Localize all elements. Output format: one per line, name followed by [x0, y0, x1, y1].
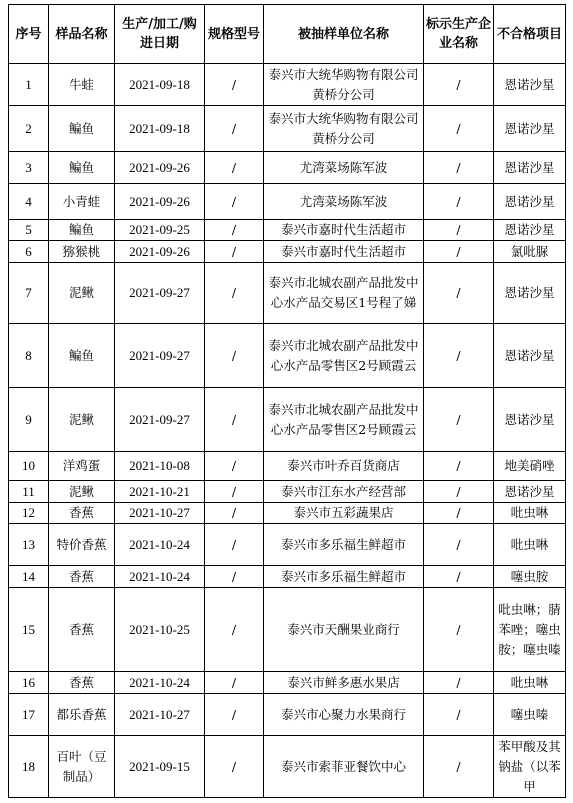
table-row: [9, 220, 566, 241]
cell-item: 苯甲酸及其钠盐（以苯甲: [494, 736, 566, 798]
cell-maker: /: [424, 524, 494, 566]
cell-sample: 泥鳅: [49, 388, 115, 452]
cell-no: 3: [9, 152, 49, 184]
table-row: [9, 588, 566, 672]
cell-item: 恩诺沙星: [494, 263, 566, 324]
cell-sample: 香蕉: [49, 672, 115, 694]
cell-spec: /: [205, 152, 264, 184]
cell-item: 地美硝唑: [494, 452, 566, 481]
table-row: [9, 64, 566, 106]
cell-maker: /: [424, 220, 494, 241]
cell-unit: 泰兴市大统华购物有限公司黄桥分公司: [264, 106, 424, 152]
cell-maker: /: [424, 241, 494, 263]
cell-date: 2021-10-27: [115, 503, 205, 524]
cell-unit: 泰兴市嘉时代生活超市: [264, 220, 424, 241]
cell-item: 吡虫啉: [494, 503, 566, 524]
cell-no: 8: [9, 324, 49, 388]
cell-maker: /: [424, 736, 494, 798]
cell-no: 12: [9, 503, 49, 524]
cell-sample: 鳊鱼: [49, 106, 115, 152]
cell-sample: 洋鸡蛋: [49, 452, 115, 481]
cell-unit: 尤湾菜场陈军波: [264, 152, 424, 184]
cell-item: 恩诺沙星: [494, 481, 566, 503]
cell-item: 氯吡脲: [494, 241, 566, 263]
cell-maker: /: [424, 481, 494, 503]
cell-item: 恩诺沙星: [494, 64, 566, 106]
cell-maker: /: [424, 106, 494, 152]
cell-no: 11: [9, 481, 49, 503]
cell-sample: 泥鳅: [49, 481, 115, 503]
cell-spec: /: [205, 672, 264, 694]
cell-date: 2021-10-24: [115, 672, 205, 694]
cell-unit: 泰兴市五彩蔬果店: [264, 503, 424, 524]
cell-spec: /: [205, 524, 264, 566]
cell-spec: /: [205, 452, 264, 481]
table-row: [9, 452, 566, 481]
cell-item: 恩诺沙星: [494, 388, 566, 452]
cell-unit: 泰兴市北城农副产品批发中心水产品交易区1号程了娣: [264, 263, 424, 324]
cell-maker: /: [424, 152, 494, 184]
cell-no: 7: [9, 263, 49, 324]
cell-maker: /: [424, 324, 494, 388]
cell-sample: 鳊鱼: [49, 324, 115, 388]
table-row: [9, 263, 566, 324]
cell-unit: 泰兴市江东水产经营部: [264, 481, 424, 503]
table-row: [9, 694, 566, 736]
cell-unit: 泰兴市索菲亚餐饮中心: [264, 736, 424, 798]
cell-sample: 猕猴桃: [49, 241, 115, 263]
table-row: [9, 524, 566, 566]
cell-maker: /: [424, 588, 494, 672]
table-row: [9, 503, 566, 524]
cell-no: 9: [9, 388, 49, 452]
cell-item: 吡虫啉: [494, 524, 566, 566]
cell-date: 2021-10-27: [115, 694, 205, 736]
cell-unit: 泰兴市多乐福生鲜超市: [264, 524, 424, 566]
cell-no: 10: [9, 452, 49, 481]
table-row: [9, 481, 566, 503]
cell-maker: /: [424, 694, 494, 736]
cell-item: 吡虫啉；腈苯唑；噻虫胺；噻虫嗪: [494, 588, 566, 672]
table-row: [9, 388, 566, 452]
header-spec: 规格型号: [205, 5, 264, 64]
cell-spec: /: [205, 566, 264, 588]
table-row: [9, 106, 566, 152]
cell-sample: 都乐香蕉: [49, 694, 115, 736]
table-row: [9, 324, 566, 388]
cell-item: 恩诺沙星: [494, 106, 566, 152]
cell-maker: /: [424, 263, 494, 324]
cell-date: 2021-09-18: [115, 64, 205, 106]
cell-unit: 尤湾菜场陈军波: [264, 184, 424, 220]
cell-unit: 泰兴市嘉时代生活超市: [264, 241, 424, 263]
cell-item: 恩诺沙星: [494, 184, 566, 220]
cell-sample: 鳊鱼: [49, 220, 115, 241]
cell-item: 噻虫胺: [494, 566, 566, 588]
cell-spec: /: [205, 388, 264, 452]
cell-sample: 小青蛙: [49, 184, 115, 220]
cell-spec: /: [205, 503, 264, 524]
cell-maker: /: [424, 184, 494, 220]
cell-date: 2021-09-27: [115, 324, 205, 388]
header-maker: 标示生产企业名称: [424, 5, 494, 64]
header-item: 不合格项目: [494, 5, 566, 64]
cell-unit: 泰兴市鲜多惠水果店: [264, 672, 424, 694]
header-no: 序号: [9, 5, 49, 64]
cell-spec: /: [205, 106, 264, 152]
cell-sample: 香蕉: [49, 588, 115, 672]
table-row: [9, 152, 566, 184]
cell-unit: 泰兴市多乐福生鲜超市: [264, 566, 424, 588]
cell-item: 恩诺沙星: [494, 220, 566, 241]
cell-spec: /: [205, 184, 264, 220]
table-row: [9, 184, 566, 220]
cell-maker: /: [424, 566, 494, 588]
cell-maker: /: [424, 672, 494, 694]
cell-maker: /: [424, 64, 494, 106]
cell-spec: /: [205, 736, 264, 798]
results-table: [8, 4, 566, 798]
cell-item: 吡虫啉: [494, 672, 566, 694]
cell-sample: 香蕉: [49, 566, 115, 588]
table-row: [9, 566, 566, 588]
cell-sample: 鳊鱼: [49, 152, 115, 184]
cell-no: 17: [9, 694, 49, 736]
cell-no: 13: [9, 524, 49, 566]
cell-item: 噻虫嗪: [494, 694, 566, 736]
cell-unit: 泰兴市北城农副产品批发中心水产品零售区2号顾霞云: [264, 388, 424, 452]
cell-sample: 泥鳅: [49, 263, 115, 324]
cell-spec: /: [205, 263, 264, 324]
cell-sample: 特价香蕉: [49, 524, 115, 566]
cell-no: 18: [9, 736, 49, 798]
cell-date: 2021-09-25: [115, 220, 205, 241]
cell-date: 2021-09-15: [115, 736, 205, 798]
cell-unit: 泰兴市叶乔百货商店: [264, 452, 424, 481]
cell-unit: 泰兴市大统华购物有限公司黄桥分公司: [264, 64, 424, 106]
table-row: [9, 736, 566, 798]
cell-date: 2021-10-24: [115, 524, 205, 566]
cell-date: 2021-09-26: [115, 241, 205, 263]
header-sample: 样品名称: [49, 5, 115, 64]
cell-unit: 泰兴市天酬果业商行: [264, 588, 424, 672]
cell-unit: 泰兴市心聚力水果商行: [264, 694, 424, 736]
cell-date: 2021-09-18: [115, 106, 205, 152]
cell-no: 1: [9, 64, 49, 106]
cell-date: 2021-09-27: [115, 388, 205, 452]
cell-spec: /: [205, 64, 264, 106]
cell-maker: /: [424, 503, 494, 524]
cell-unit: 泰兴市北城农副产品批发中心水产品零售区2号顾霞云: [264, 324, 424, 388]
cell-date: 2021-09-26: [115, 152, 205, 184]
cell-sample: 百叶（豆制品）: [49, 736, 115, 798]
cell-date: 2021-09-27: [115, 263, 205, 324]
cell-spec: /: [205, 241, 264, 263]
header-date: 生产/加工/购进日期: [115, 5, 205, 64]
cell-sample: 香蕉: [49, 503, 115, 524]
cell-date: 2021-10-21: [115, 481, 205, 503]
cell-spec: /: [205, 588, 264, 672]
cell-no: 5: [9, 220, 49, 241]
cell-item: 恩诺沙星: [494, 152, 566, 184]
cell-spec: /: [205, 220, 264, 241]
cell-date: 2021-10-25: [115, 588, 205, 672]
cell-spec: /: [205, 694, 264, 736]
cell-spec: /: [205, 324, 264, 388]
cell-sample: 牛蛙: [49, 64, 115, 106]
header-unit: 被抽样单位名称: [264, 5, 424, 64]
cell-no: 4: [9, 184, 49, 220]
cell-date: 2021-10-24: [115, 566, 205, 588]
cell-maker: /: [424, 452, 494, 481]
cell-no: 6: [9, 241, 49, 263]
table-row: [9, 241, 566, 263]
cell-spec: /: [205, 481, 264, 503]
cell-no: 14: [9, 566, 49, 588]
cell-no: 2: [9, 106, 49, 152]
cell-date: 2021-09-26: [115, 184, 205, 220]
cell-no: 15: [9, 588, 49, 672]
cell-date: 2021-10-08: [115, 452, 205, 481]
cell-no: 16: [9, 672, 49, 694]
cell-item: 恩诺沙星: [494, 324, 566, 388]
cell-maker: /: [424, 388, 494, 452]
table-row: [9, 672, 566, 694]
header-row: [9, 5, 566, 64]
